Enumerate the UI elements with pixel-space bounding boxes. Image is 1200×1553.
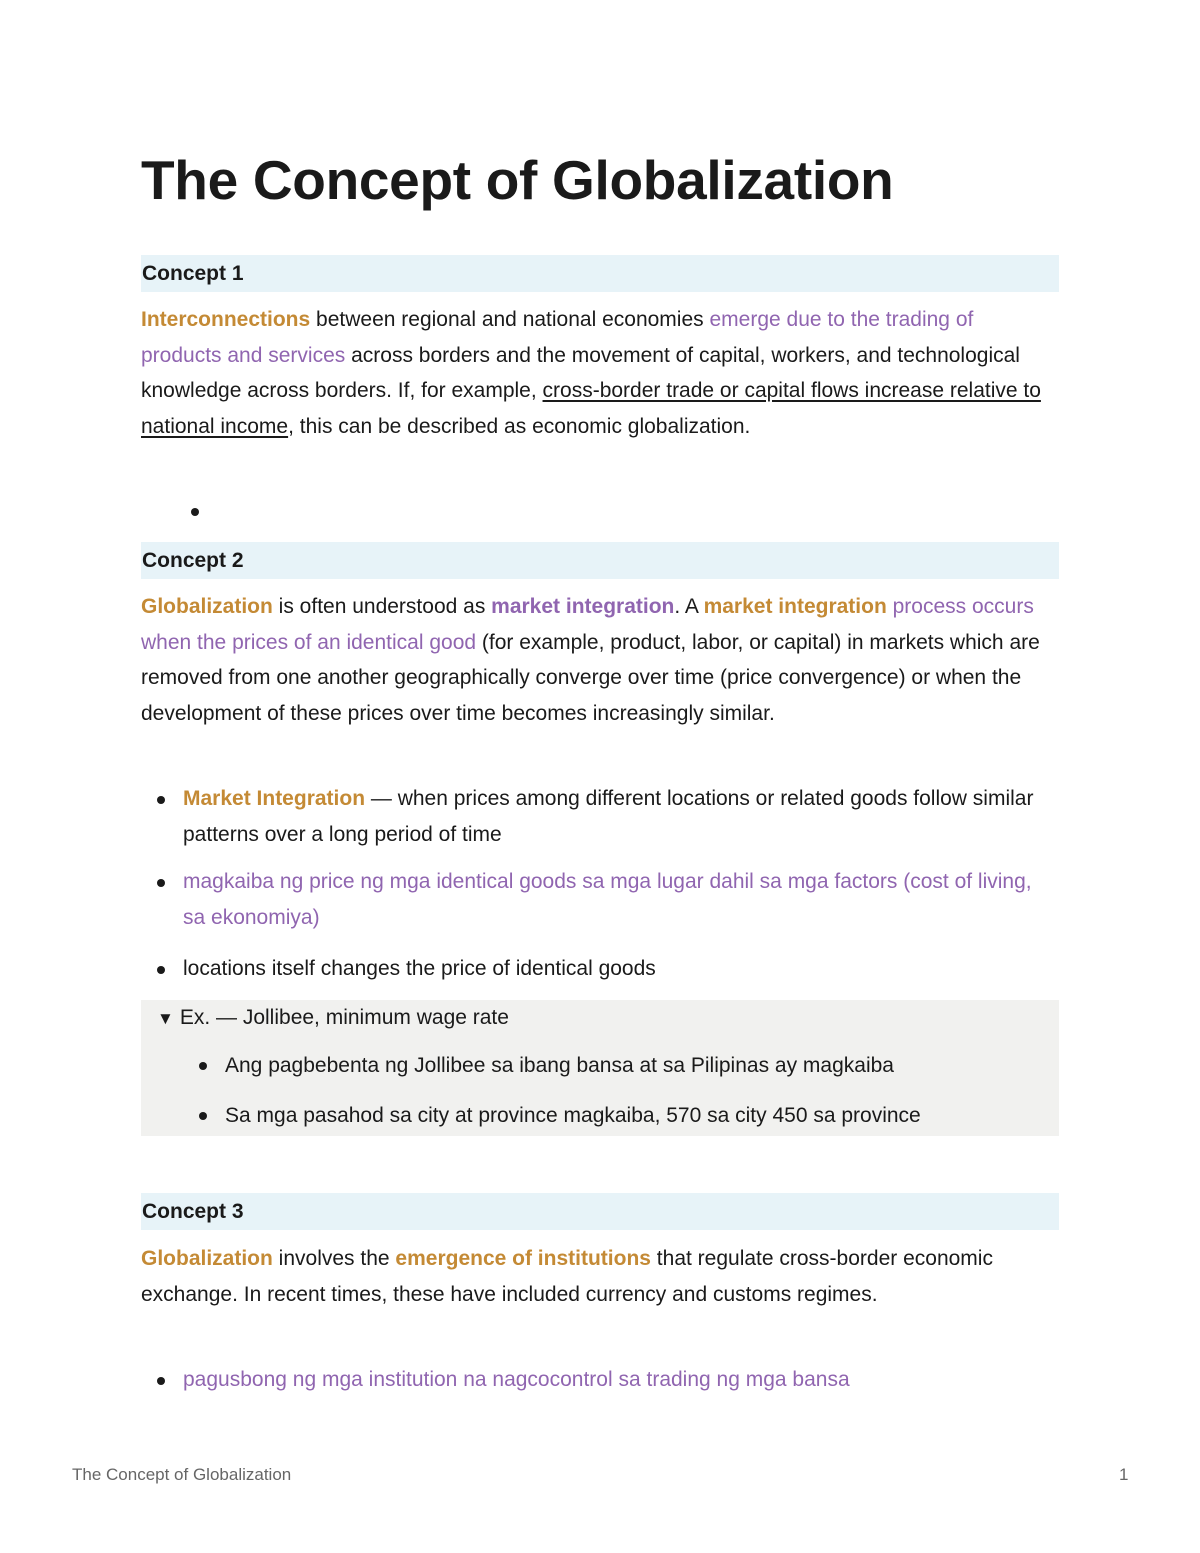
toggle-header[interactable] xyxy=(157,1000,509,1036)
highlight-term: Globalization xyxy=(141,1247,273,1270)
text-span: across borders and the movement of capital, workers, and technological knowledge across borders. If, for example, xyxy=(141,343,1020,402)
concept-1-heading: Concept 1 xyxy=(141,255,1059,292)
highlight-term: market integration xyxy=(491,595,675,618)
toggle-list-item: Ang pagbebenta ng Jollibee sa ibang bansa at sa Pilipinas ay magkaiba xyxy=(225,1048,894,1083)
concept-3-heading: Concept 3 xyxy=(141,1193,1059,1230)
highlight-phrase: emerge due to the trading of products and services xyxy=(141,308,974,367)
list-item: locations itself changes the price of identical goods xyxy=(183,951,1059,987)
highlight-term: Market Integration xyxy=(183,787,366,810)
list-item: pagusbong ng mga institution na nagcocontrol sa trading ng mga bansa xyxy=(183,1362,1059,1398)
text-span: , this can be described as economic globalization. xyxy=(288,414,751,438)
list-item xyxy=(183,781,1059,852)
toggle-list-item: Sa mga pasahod sa city at province magkaiba, 570 sa city 450 sa province xyxy=(225,1098,921,1133)
triangle-down-icon[interactable]: ▼ xyxy=(157,1009,174,1028)
concept-2-heading: Concept 2 xyxy=(141,542,1059,579)
page-number: 1 xyxy=(1119,1465,1129,1484)
text-span: — when prices among different locations or related goods follow similar patterns over a long period of time xyxy=(183,787,1034,846)
concept-1-paragraph xyxy=(141,302,1059,444)
underlined-phrase: cross-border trade or capital flows increase relative to national income xyxy=(141,379,1041,438)
page-title: The Concept of Globalization xyxy=(141,149,894,211)
footer-title: The Concept of Globalization xyxy=(72,1465,292,1484)
text-span: is often understood as xyxy=(272,595,492,618)
text-span: involves the xyxy=(272,1247,396,1270)
highlight-phrase: process occurs when the prices of an identical good xyxy=(141,595,1034,654)
highlight-term: market integration xyxy=(703,595,887,618)
highlight-term: Globalization xyxy=(141,595,273,618)
text-span: that regulate cross-border economic exchange. In recent times, these have included currency and customs regimes. xyxy=(141,1247,993,1306)
list-item: magkaiba ng price ng mga identical goods sa mga lugar dahil sa mga factors (cost of living, sa ekonomiya) xyxy=(183,864,1059,935)
toggle-block xyxy=(141,1000,1059,1136)
text-span: (for example, product, labor, or capital) in markets which are removed from one another geographically converge over time (price convergence) or when the development of these prices over time becomes increasingly similar. xyxy=(141,630,1040,725)
empty-bullet-icon xyxy=(191,508,199,516)
text-span: between regional and national economies xyxy=(310,308,710,331)
highlight-term: emergence of institutions xyxy=(395,1247,651,1270)
concept-3-paragraph xyxy=(141,1241,1059,1312)
concept-2-paragraph xyxy=(141,589,1059,731)
text-span: . A xyxy=(674,595,704,618)
highlight-term: Interconnections xyxy=(141,308,311,331)
toggle-label: Ex. — Jollibee, minimum wage rate xyxy=(179,1006,509,1029)
